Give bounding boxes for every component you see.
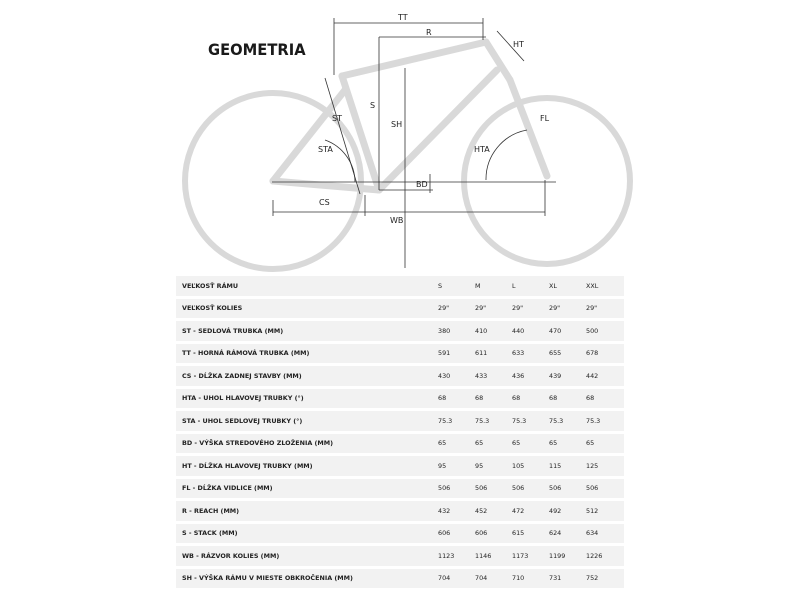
label-hta: HTA [474, 145, 490, 154]
label-st: ST [332, 114, 342, 123]
table-cell: 29" [586, 297, 624, 320]
table-cell: 68 [586, 387, 624, 410]
table-cell: 472 [512, 500, 549, 523]
page-title: GEOMETRIA [208, 40, 306, 59]
table-cell: 433 [475, 365, 512, 388]
table-cell: 611 [475, 342, 512, 365]
table-cell: 731 [549, 567, 586, 590]
table-cell: 704 [475, 567, 512, 590]
table-cell: 29" [512, 297, 549, 320]
table-cell: 29" [475, 297, 512, 320]
label-s: S [370, 101, 376, 110]
label-ht: HT [513, 40, 524, 49]
row-label: WB - RÁZVOR KOLIES (MM) [176, 545, 438, 568]
table-row [176, 387, 624, 410]
table-cell: M [475, 276, 512, 297]
table-cell: 29" [438, 297, 475, 320]
table-cell: 655 [549, 342, 586, 365]
table-cell: 75.3 [586, 410, 624, 433]
table-cell: 634 [586, 522, 624, 545]
label-tt: TT [398, 13, 408, 22]
row-label: STA - UHOL SEDLOVEJ TRUBKY (°) [176, 410, 438, 433]
table-cell: 492 [549, 500, 586, 523]
table-cell: 606 [475, 522, 512, 545]
table-cell: 68 [549, 387, 586, 410]
row-label: BD - VÝŠKA STREDOVÉHO ZLOŽENIA (MM) [176, 432, 438, 455]
table-cell: 95 [475, 455, 512, 478]
table-row [176, 410, 624, 433]
table-cell: 1226 [586, 545, 624, 568]
table-cell: 68 [438, 387, 475, 410]
row-label: FL - DĹŽKA VIDLICE (MM) [176, 477, 438, 500]
table-cell: 410 [475, 320, 512, 343]
label-wb: WB [390, 216, 404, 225]
table-cell: 442 [586, 365, 624, 388]
table-cell: 75.3 [475, 410, 512, 433]
table-cell: 506 [438, 477, 475, 500]
table-cell: 380 [438, 320, 475, 343]
label-bd: BD [416, 180, 428, 189]
table-row [176, 320, 624, 343]
table-row [176, 365, 624, 388]
table-cell: 633 [512, 342, 549, 365]
table-cell: 68 [512, 387, 549, 410]
label-sta: STA [318, 145, 333, 154]
label-fl: FL [540, 114, 550, 123]
geometry-table [176, 276, 624, 591]
table-row [176, 455, 624, 478]
table-cell: S [438, 276, 475, 297]
bike-frame [273, 42, 547, 190]
table-row [176, 477, 624, 500]
table-row [176, 522, 624, 545]
table-cell: 65 [475, 432, 512, 455]
row-label: CS - DĹŽKA ZADNEJ STAVBY (MM) [176, 365, 438, 388]
table-cell: 1123 [438, 545, 475, 568]
table-cell: 125 [586, 455, 624, 478]
table-cell: 615 [512, 522, 549, 545]
table-cell: 624 [549, 522, 586, 545]
row-label: TT - HORNÁ RÁMOVÁ TRUBKA (MM) [176, 342, 438, 365]
table-row [176, 297, 624, 320]
table-cell: XXL [586, 276, 624, 297]
table-cell: 506 [512, 477, 549, 500]
table-cell: 432 [438, 500, 475, 523]
table-cell: 606 [438, 522, 475, 545]
table-cell: 506 [586, 477, 624, 500]
table-header-row [176, 276, 624, 297]
table-cell: 436 [512, 365, 549, 388]
table-cell: 506 [549, 477, 586, 500]
table-cell: XL [549, 276, 586, 297]
table-cell: 65 [438, 432, 475, 455]
table-row [176, 545, 624, 568]
table-cell: 75.3 [549, 410, 586, 433]
table-cell: 710 [512, 567, 549, 590]
table-cell: 704 [438, 567, 475, 590]
row-label: VEĽKOSŤ RÁMU [176, 276, 438, 297]
table-cell: 506 [475, 477, 512, 500]
table-cell: 470 [549, 320, 586, 343]
table-cell: 752 [586, 567, 624, 590]
table-cell: 1199 [549, 545, 586, 568]
table-cell: 75.3 [438, 410, 475, 433]
bike-geometry-diagram [0, 0, 800, 275]
table-cell: 678 [586, 342, 624, 365]
table-cell: 439 [549, 365, 586, 388]
table-cell: 591 [438, 342, 475, 365]
row-label: HT - DĹŽKA HLAVOVEJ TRUBKY (MM) [176, 455, 438, 478]
table-cell: 95 [438, 455, 475, 478]
table-cell: 500 [586, 320, 624, 343]
table-cell: 115 [549, 455, 586, 478]
table-cell: 65 [586, 432, 624, 455]
table-row [176, 500, 624, 523]
row-label: HTA - UHOL HLAVOVEJ TRUBKY (°) [176, 387, 438, 410]
table-row [176, 342, 624, 365]
table-cell: 105 [512, 455, 549, 478]
table-cell: 68 [475, 387, 512, 410]
table-cell: 29" [549, 297, 586, 320]
table-cell: 430 [438, 365, 475, 388]
label-cs: CS [319, 198, 330, 207]
row-label: SH - VÝŠKA RÁMU V MIESTE OBKROČENIA (MM) [176, 567, 438, 590]
row-label: ST - SEDLOVÁ TRUBKA (MM) [176, 320, 438, 343]
row-label: R - REACH (MM) [176, 500, 438, 523]
table-cell: 440 [512, 320, 549, 343]
table-cell: L [512, 276, 549, 297]
label-sh: SH [391, 120, 403, 129]
table-row [176, 432, 624, 455]
table-cell: 65 [512, 432, 549, 455]
row-label: VEĽKOSŤ KOLIES [176, 297, 438, 320]
table-row [176, 567, 624, 590]
table-cell: 75.3 [512, 410, 549, 433]
table-cell: 65 [549, 432, 586, 455]
table-cell: 1173 [512, 545, 549, 568]
label-r: R [426, 28, 432, 37]
table-cell: 1146 [475, 545, 512, 568]
table-cell: 452 [475, 500, 512, 523]
row-label: S - STACK (MM) [176, 522, 438, 545]
table-cell: 512 [586, 500, 624, 523]
